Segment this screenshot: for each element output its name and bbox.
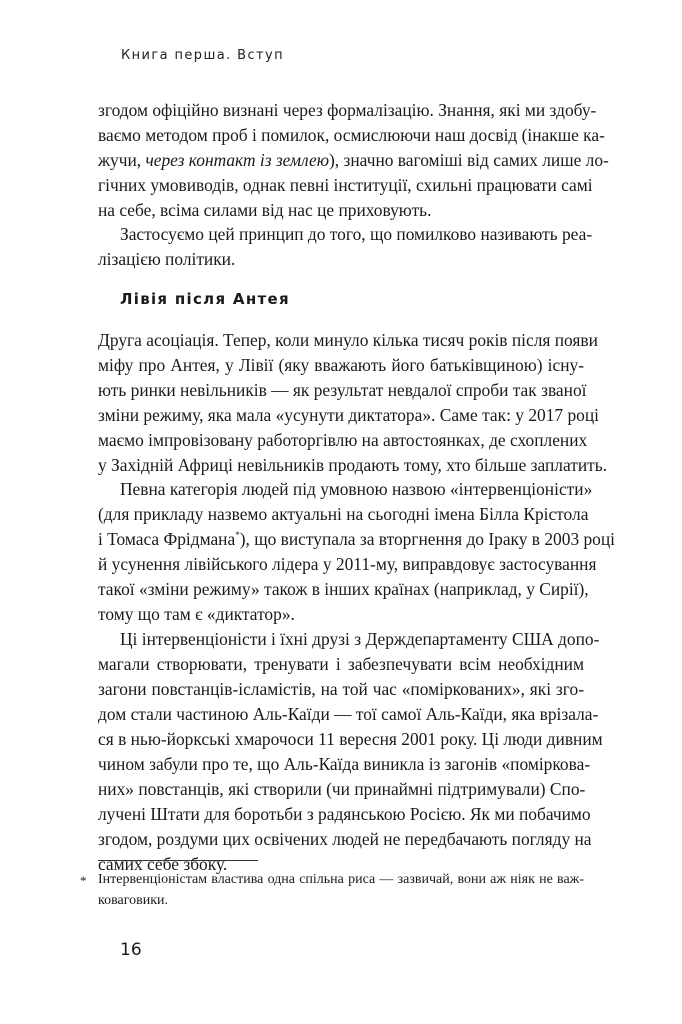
text-line: чином забули про те, що Аль-Каїда виникла із загонів «поміркова- (98, 754, 591, 774)
footnote-line: Інтервенціоністам властива одна спільна риса — зазвичай, вони аж ніяк не важ- (98, 872, 584, 887)
text-line: лізацією політики. (98, 249, 236, 269)
text-span: жучи, (98, 150, 146, 170)
running-head: Книга перша. Вступ (121, 48, 285, 63)
italic-phrase: через контакт із землею (145, 150, 330, 170)
text-line: самих себе збоку. (98, 854, 228, 874)
footnote-marker: * (80, 873, 87, 888)
text-line: (для прикладу назвемо актуальні на сьогодні імена Білла Крістола (98, 504, 589, 524)
text-line: гічних умовиводів, однак певні інституції, схильні працювати самі (98, 175, 593, 195)
text-line: загони повстанців-ісламістів, на той час «поміркованих», які зго- (98, 679, 584, 699)
text-line: згодом, роздуми цих освічених людей не передбачають погляду на (98, 829, 592, 849)
text-line: тому що там є «диктатор». (98, 604, 295, 624)
text-line: й усунення лівійського лідера у 2011-му, виправдовує застосування (98, 554, 597, 574)
text-line: ють ринки невільників — як результат невдалої спроби так званої (98, 380, 587, 400)
text-line: маємо імпровізовану работоргівлю на автостоянках, де схоплених (98, 430, 588, 450)
text-line (98, 529, 616, 550)
text-line: на себе, всіма силами від нас це приховують. (98, 200, 432, 220)
text-line: лучені Штати для боротьби з радянською Росією. Як ми побачимо (98, 804, 591, 824)
text-line: згодом офіційно визнані через формалізацію. Знання, які ми здобу- (98, 100, 597, 120)
text-line: зміни режиму, яка мала «усунути диктатора». Саме так: у 2017 році (98, 405, 599, 425)
text-line: них» повстанців, які створили (чи принаймні підтримували) Спо- (98, 779, 586, 799)
text-line: у Західній Африці невільників продають тому, хто більше заплатить. (98, 455, 608, 475)
page-number: 16 (120, 940, 142, 960)
text-line: Ці інтервенціоністи і їхні друзі з Держдепартаменту США допо- (120, 629, 600, 649)
section-heading: Лівія після Антея (120, 290, 290, 308)
text-span: ), що виступала за вторгнення до Іраку в 2003 році (239, 529, 616, 549)
text-line: міфу про Антея, у Лівії (яку вважають його батьківщиною) існу- (98, 355, 584, 375)
text-line: Певна категорія людей під умовною назвою «інтервенціоністи» (120, 479, 593, 499)
footnote-divider (98, 860, 258, 861)
footnote-reference[interactable]: * (235, 530, 240, 541)
text-span: і Томаса Фрідмана (98, 529, 236, 549)
text-span: ), значно вагоміші від самих лише ло- (329, 150, 609, 170)
text-line (98, 150, 609, 171)
text-line: ваємо методом проб і помилок, осмислюючи наш досвід (інакше ка- (98, 125, 605, 145)
text-line: дом стали частиною Аль-Каїди — тої самої Аль-Каїди, яка врізала- (98, 704, 599, 724)
text-line: такої «зміни режиму» також в інших країнах (наприклад, у Сирії), (98, 579, 589, 599)
footnote-line: коваговики. (98, 893, 169, 908)
text-line: Застосуємо цей принцип до того, що помилково називають реа- (120, 224, 593, 244)
text-line: магали створювати, тренувати і забезпечувати всім необхідним (98, 654, 584, 674)
text-line: Друга асоціація. Тепер, коли минуло кілька тисяч років після появи (98, 330, 598, 350)
text-line: ся в нью-йоркські хмарочоси 11 вересня 2001 року. Ці люди дивним (98, 729, 603, 749)
